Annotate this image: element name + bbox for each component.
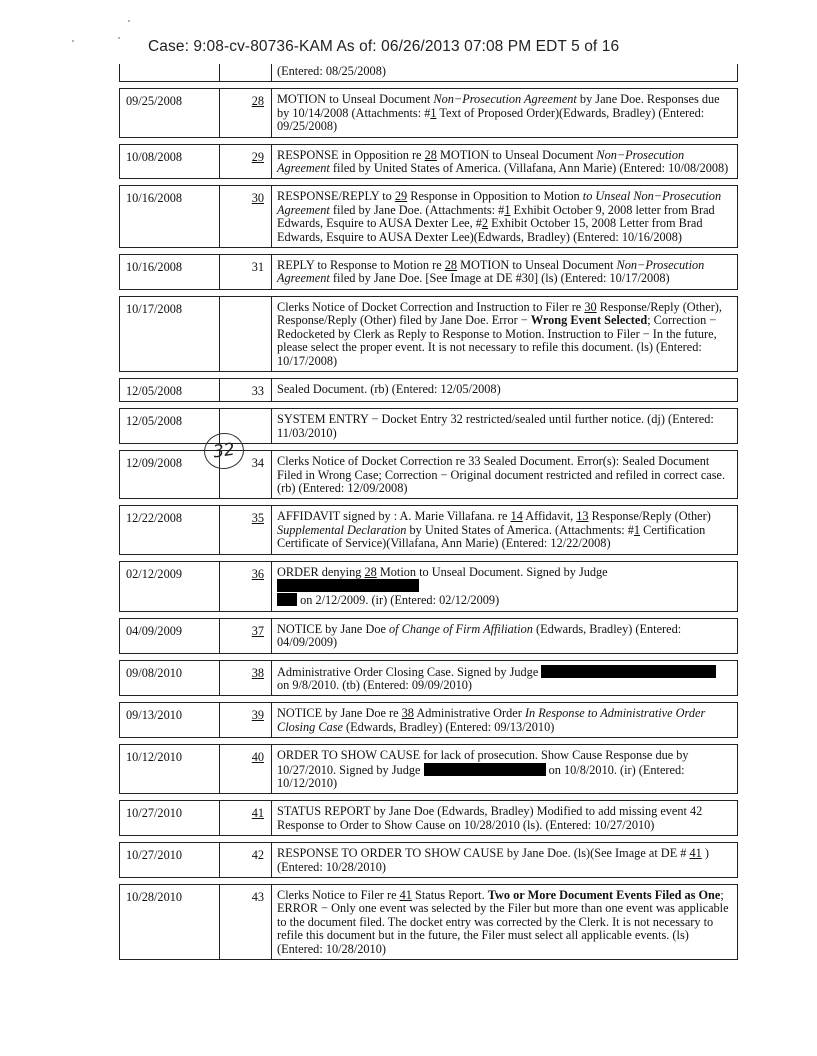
entry-description: AFFIDAVIT signed by : A. Marie Villafana. re 14 Affidavit, 13 Response/Reply (Other) Supplemental Declaration by United States of America. (Attachments: #1 Certification Certificate of Service)(Villafana, Ann Marie) (Entered: 12/22/2008) [272,506,738,554]
entry-number: 43 [220,885,272,960]
entry-date: 09/13/2010 [120,703,220,738]
row-spacer [120,696,738,703]
docket-entry-row [120,255,738,290]
row-spacer [120,137,738,144]
row-spacer [120,653,738,660]
entry-number[interactable]: 39 [220,703,272,738]
docket-entry-row [120,296,738,371]
entry-description: NOTICE by Jane Doe re 38 Administrative Order In Response to Administrative Order Closing Case (Edwards, Bradley) (Entered: 09/13/2010) [272,703,738,738]
scan-speck [128,20,130,22]
entry-description: Sealed Document. (rb) (Entered: 12/05/2008) [272,378,738,401]
docket-entry-row [120,144,738,179]
entry-description: STATUS REPORT by Jane Doe (Edwards, Bradley) Modified to add missing event 42 Response to Order to Show Cause on 10/28/2010 (ls). (Entered: 10/27/2010) [272,801,738,836]
entry-number[interactable]: 28 [220,89,272,137]
docket-entry-row [120,561,738,611]
docket-entry-row [120,745,738,794]
row-spacer [120,82,738,89]
docket-entry-row [120,89,738,137]
entry-description: SYSTEM ENTRY − Docket Entry 32 restricted/sealed until further notice. (dj) (Entered: 11/03/2010) [272,409,738,444]
entry-date: 12/22/2008 [120,506,220,554]
entry-number[interactable]: 40 [220,745,272,794]
row-spacer [120,794,738,801]
docket-entry-row [120,660,738,696]
scan-speck [72,40,74,42]
docket-entry-row [120,506,738,554]
docket-entry-row [120,186,738,248]
scan-speck [118,37,120,39]
docket-entry-row [120,618,738,653]
entry-date: 10/27/2010 [120,801,220,836]
entry-date: 12/05/2008 [120,409,220,444]
entry-number[interactable]: 38 [220,660,272,696]
entry-number[interactable]: 41 [220,801,272,836]
redaction-block [424,763,546,776]
entry-description: ORDER denying 28 Motion to Unseal Document. Signed by Judge on 2/12/2009. (ir) (Entered: 02/12/2009) [272,561,738,611]
redaction-block [541,665,716,678]
entry-number: 42 [220,843,272,878]
entry-date: 10/16/2008 [120,255,220,290]
entry-date: 10/12/2010 [120,745,220,794]
entry-number: 31 [220,255,272,290]
entry-description: (Entered: 08/25/2008) [272,64,738,82]
entry-number [220,64,272,82]
docket-entry-row [120,885,738,960]
row-spacer [120,248,738,255]
entry-date: 12/05/2008 [120,378,220,401]
entry-date [120,64,220,82]
entry-description: Clerks Notice of Docket Correction re 33 Sealed Document. Error(s): Sealed Document Filed in Wrong Case; Correction − Original document restricted and refiled in correct case. (rb) (Entered: 12/09/2008) [272,451,738,499]
row-spacer [120,499,738,506]
entry-number[interactable]: 35 [220,506,272,554]
entry-description: ORDER TO SHOW CAUSE for lack of prosecution. Show Cause Response due by 10/27/2010. Signed by Judge on 10/8/2010. (ir) (Entered: 10/12/2010) [272,745,738,794]
docket-entry-row [120,64,738,82]
docket-entry-row [120,801,738,836]
entry-date: 10/16/2008 [120,186,220,248]
entry-date: 10/08/2008 [120,144,220,179]
row-spacer [120,402,738,409]
entry-number: 33 [220,378,272,401]
row-spacer [120,878,738,885]
entry-date: 09/25/2008 [120,89,220,137]
entry-number[interactable]: 30 [220,186,272,248]
entry-date: 10/17/2008 [120,296,220,371]
entry-description: REPLY to Response to Motion re 28 MOTION to Unseal Document Non−Prosecution Agreement filed by Jane Doe. [See Image at DE #30] (ls) (Entered: 10/17/2008) [272,255,738,290]
row-spacer [120,554,738,561]
entry-description: MOTION to Unseal Document Non−Prosecution Agreement by Jane Doe. Responses due by 10/14/2008 (Attachments: #1 Text of Proposed Order)(Edwards, Bradley) (Entered: 09/25/2008) [272,89,738,137]
entry-number [220,296,272,371]
entry-date: 10/27/2010 [120,843,220,878]
row-spacer [120,289,738,296]
redaction-block [277,579,419,592]
entry-number[interactable]: 37 [220,618,272,653]
entry-description: Clerks Notice of Docket Correction and Instruction to Filer re 30 Response/Reply (Other), Response/Reply (Other) filed by Jane Doe. Error − Wrong Event Selected; Correction − Redocketed by Clerk as Reply to Response to Motion. Instruction to Filer − In the future, please select the proper event. It is not necessary to refile this document. (ls) (Entered: 10/17/2008) [272,296,738,371]
row-spacer [120,371,738,378]
row-spacer [120,738,738,745]
entry-number: 34 [220,451,272,499]
entry-description: Clerks Notice to Filer re 41 Status Report. Two or More Document Events Filed as One; ERROR − Only one event was selected by the Filer but more than one event was applicable to the document filed. The docket entry was corrected by the Clerk. It is not necessary to refile this document but in the future, the Filer must select all applicable events. (ls) (Entered: 10/28/2010) [272,885,738,960]
entry-date: 04/09/2009 [120,618,220,653]
row-spacer [120,179,738,186]
entry-number[interactable]: 36 [220,561,272,611]
entry-description: RESPONSE TO ORDER TO SHOW CAUSE by Jane Doe. (ls)(See Image at DE # 41 ) (Entered: 10/28/2010) [272,843,738,878]
entry-date: 12/09/2008 [120,451,220,499]
entry-description: Administrative Order Closing Case. Signed by Judge on 9/8/2010. (tb) (Entered: 09/09/2010) [272,660,738,696]
entry-number[interactable]: 29 [220,144,272,179]
case-header: Case: 9:08-cv-80736-KAM As of: 06/26/2013 07:08 PM EDT 5 of 16 [148,38,620,55]
entry-description: NOTICE by Jane Doe of Change of Firm Affiliation (Edwards, Bradley) (Entered: 04/09/2009) [272,618,738,653]
docket-entry-row [120,378,738,401]
row-spacer [120,611,738,618]
entry-date: 09/08/2010 [120,660,220,696]
docket-entry-row [120,703,738,738]
entry-description: RESPONSE/REPLY to 29 Response in Opposition to Motion to Unseal Non−Prosecution Agreement filed by Jane Doe. (Attachments: #1 Exhibit October 9, 2008 letter from Brad Edwards, Esquire to AUSA Dexter Lee, #2 Exhibit October 15, 2008 Letter from Brad Edwards, Esquire to AUSA Dexter Lee)(Edwards, Bradley) (Entered: 10/16/2008) [272,186,738,248]
entry-description: RESPONSE in Opposition re 28 MOTION to Unseal Document Non−Prosecution Agreement filed by United States of America. (Villafana, Ann Marie) (Entered: 10/08/2008) [272,144,738,179]
docket-entry-row [120,843,738,878]
entry-date: 10/28/2010 [120,885,220,960]
handwritten-32-stamp: 32 [202,430,247,471]
docket-table [119,64,738,960]
row-spacer [120,836,738,843]
redaction-block [277,593,297,606]
entry-date: 02/12/2009 [120,561,220,611]
